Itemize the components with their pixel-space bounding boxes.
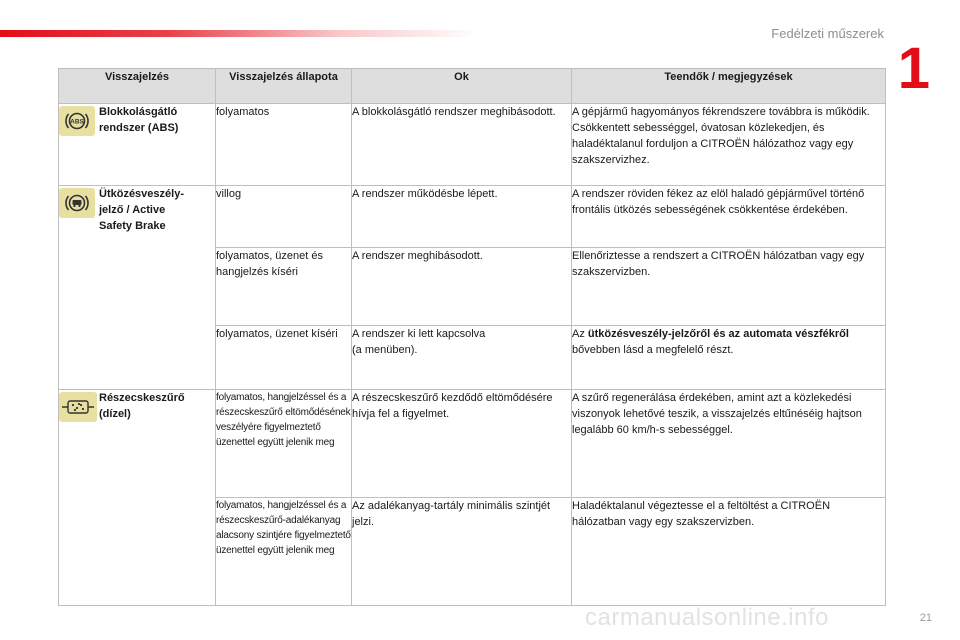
state-cell: villog xyxy=(216,186,352,248)
red-accent-bar xyxy=(0,30,480,37)
indicator-name: Részecskeszűrő (dízel) xyxy=(99,392,185,420)
collision-warning-icon xyxy=(59,188,95,218)
column-header-state: Visszajelzés állapota xyxy=(216,69,352,104)
action-cell xyxy=(572,326,886,390)
svg-text:ABS: ABS xyxy=(70,118,84,126)
table-row xyxy=(59,390,886,498)
action-cell: A rendszer röviden fékez az elöl haladó gépjárművel történő frontális ütközés sebességének csökkentése érdekében. xyxy=(572,186,886,248)
chapter-number: 1 xyxy=(897,36,930,101)
cause-cell: A rendszer ki lett kapcsolva (a menüben). xyxy=(352,326,572,390)
action-cell: Haladéktalanul végeztesse el a feltöltést a CITROËN hálózatban vagy egy szakszervizben. xyxy=(572,498,886,606)
indicator-cell-abs xyxy=(59,104,216,186)
indicator-cell-collision xyxy=(59,186,216,390)
table-row xyxy=(59,104,886,186)
state-cell: folyamatos, hangjelzéssel és a részecskeszűrő eltömődésének veszélyére figyelmeztető üzenettel együtt jelenik meg xyxy=(216,390,352,498)
cause-cell: A rendszer meghibásodott. xyxy=(352,248,572,326)
action-cell: A szűrő regenerálása érdekében, amint azt a közlekedési viszonyok lehetővé teszik, a visszajelzés eltűnéséig hajtson legalább 60 km/h-s sebességgel. xyxy=(572,390,886,498)
cause-cell: A blokkolásgátló rendszer meghibásodott. xyxy=(352,104,572,186)
table-header-row xyxy=(59,69,886,104)
column-header-indicator: Visszajelzés xyxy=(59,69,216,104)
cause-cell: A részecskeszűrő kezdődő eltömődésére hívja fel a figyelmet. xyxy=(352,390,572,498)
indicator-name: Blokkolásgátló rendszer (ABS) xyxy=(99,106,179,134)
column-header-actions: Teendők / megjegyzések xyxy=(572,69,886,104)
particle-filter-icon xyxy=(59,392,97,422)
section-title: Fedélzeti műszerek xyxy=(771,26,884,41)
cross-reference: ütközésveszély-jelzőről és az automata vészfékről xyxy=(587,328,849,340)
table-row xyxy=(59,186,886,248)
indicator-cell-particle-filter xyxy=(59,390,216,606)
watermark: carmanualsonline.info xyxy=(585,604,829,631)
state-cell: folyamatos, üzenet és hangjelzés kíséri xyxy=(216,248,352,326)
cause-cell: A rendszer működésbe lépett. xyxy=(352,186,572,248)
abs-warning-icon xyxy=(59,106,95,136)
action-text: Az xyxy=(572,328,588,340)
state-cell: folyamatos, üzenet kíséri xyxy=(216,326,352,390)
action-cell: A gépjármű hagyományos fékrendszere továbbra is működik. Csökkentett sebességgel, óvatosan közlekedjen, és haladéktalanul forduljon a CITROËN hálózathoz vagy egy szakszervizhez. xyxy=(572,104,886,186)
cause-cell: Az adalékanyag-tartály minimális szintjét jelzi. xyxy=(352,498,572,606)
state-cell: folyamatos xyxy=(216,104,352,186)
warning-lights-table xyxy=(58,68,886,606)
indicator-name: Ütközésveszély-jelző / Active Safety Brake xyxy=(99,188,184,232)
state-cell: folyamatos, hangjelzéssel és a részecskeszűrő-adalékanyag alacsony szintjére figyelmeztető üzenettel együtt jelenik meg xyxy=(216,498,352,606)
action-text: bővebben lásd a megfelelő részt. xyxy=(572,344,734,356)
column-header-cause: Ok xyxy=(352,69,572,104)
page-number: 21 xyxy=(919,612,932,624)
action-cell: Ellenőriztesse a rendszert a CITROËN hálózatban vagy egy szakszervizben. xyxy=(572,248,886,326)
